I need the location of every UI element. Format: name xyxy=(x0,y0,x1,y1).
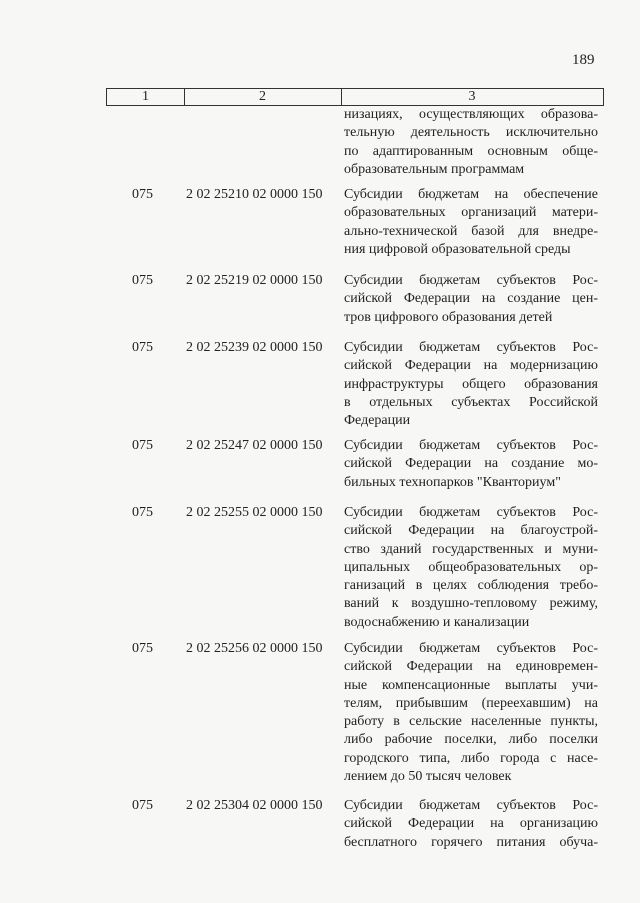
row-code: 075 xyxy=(132,273,153,288)
description-line: сийской Федерации на модернизацию xyxy=(344,358,598,374)
description-line: бесплатного горячего питания обуча- xyxy=(344,834,598,850)
description-line: образовательным программам xyxy=(344,161,525,177)
row-description xyxy=(344,106,598,179)
description-line: Субсидии бюджетам субъектов Рос- xyxy=(344,798,598,813)
description-line: Субсидии бюджетам на обеспечение xyxy=(344,187,598,202)
row-description xyxy=(344,640,598,786)
description-line: ния цифровой образовательной среды xyxy=(344,241,571,257)
description-line: водоснабжению и канализации xyxy=(344,614,530,630)
description-line: работу в сельские населенные пункты, xyxy=(344,714,598,730)
header-col-1: 1 xyxy=(107,89,185,105)
row-code: 075 xyxy=(132,340,153,355)
row-description xyxy=(344,504,598,632)
description-line: телям, прибывшим (переехавшим) на xyxy=(344,695,598,711)
description-line: сийской Федерации на создание мо- xyxy=(344,456,598,472)
row-kbk: 2 02 25256 02 0000 150 xyxy=(186,641,323,656)
row-description xyxy=(344,339,598,430)
row-kbk: 2 02 25247 02 0000 150 xyxy=(186,438,323,453)
description-line: Федерации xyxy=(344,413,411,429)
description-line: ганизаций в целях соблюдения требо- xyxy=(344,578,598,594)
description-line: образовательных организаций матери- xyxy=(344,205,598,221)
description-line: лением до 50 тысяч человек xyxy=(344,769,512,785)
row-description xyxy=(344,186,598,259)
description-line: сийской Федерации на единовремен- xyxy=(344,659,598,675)
row-kbk: 2 02 25255 02 0000 150 xyxy=(186,505,323,520)
row-code: 075 xyxy=(132,798,153,813)
description-line: по адаптированным основным обще- xyxy=(344,143,598,159)
row-code: 075 xyxy=(132,641,153,656)
description-line: Субсидии бюджетам субъектов Рос- xyxy=(344,505,598,520)
row-description xyxy=(344,272,598,327)
description-line: инфраструктуры общего образования xyxy=(344,376,598,392)
description-line: Субсидии бюджетам субъектов Рос- xyxy=(344,273,598,288)
description-line: ные компенсационные выплаты учи- xyxy=(344,677,598,693)
description-line: Субсидии бюджетам субъектов Рос- xyxy=(344,438,598,453)
description-line: сийской Федерации на создание цен- xyxy=(344,291,598,307)
description-line: в отдельных субъектах Российской xyxy=(344,394,598,410)
description-line: Субсидии бюджетам субъектов Рос- xyxy=(344,641,598,656)
description-line: городского типа, либо города с насе- xyxy=(344,750,598,766)
header-col-3: 3 xyxy=(468,89,476,104)
table-header xyxy=(106,88,604,106)
header-col-2: 2 xyxy=(184,89,342,105)
row-code: 075 xyxy=(132,438,153,453)
description-line: тельную деятельность исключительно xyxy=(344,125,598,141)
description-line: бильных технопарков "Кванториум" xyxy=(344,474,561,490)
row-kbk: 2 02 25239 02 0000 150 xyxy=(186,340,323,355)
row-description xyxy=(344,437,598,492)
description-line: ципальных общеобразовательных ор- xyxy=(344,559,598,575)
description-line: Субсидии бюджетам субъектов Рос- xyxy=(344,340,598,355)
row-kbk: 2 02 25210 02 0000 150 xyxy=(186,187,323,202)
row-description xyxy=(344,797,598,852)
description-line: ство зданий государственных и муни- xyxy=(344,541,598,557)
description-line: низациях, осуществляющих образова- xyxy=(344,107,598,122)
description-line: сийской Федерации на благоустрой- xyxy=(344,523,598,539)
description-line: сийской Федерации на организацию xyxy=(344,816,598,832)
description-line: либо рабочие поселки, либо поселки xyxy=(344,732,598,748)
page-number: 189 xyxy=(572,52,595,68)
description-line: ально-технической базой для внедре- xyxy=(344,223,598,239)
row-kbk: 2 02 25304 02 0000 150 xyxy=(186,798,323,813)
row-code: 075 xyxy=(132,187,153,202)
description-line: ваний к воздушно-тепловому режиму, xyxy=(344,596,598,612)
row-kbk: 2 02 25219 02 0000 150 xyxy=(186,273,323,288)
description-line: тров цифрового образования детей xyxy=(344,309,553,325)
row-code: 075 xyxy=(132,505,153,520)
